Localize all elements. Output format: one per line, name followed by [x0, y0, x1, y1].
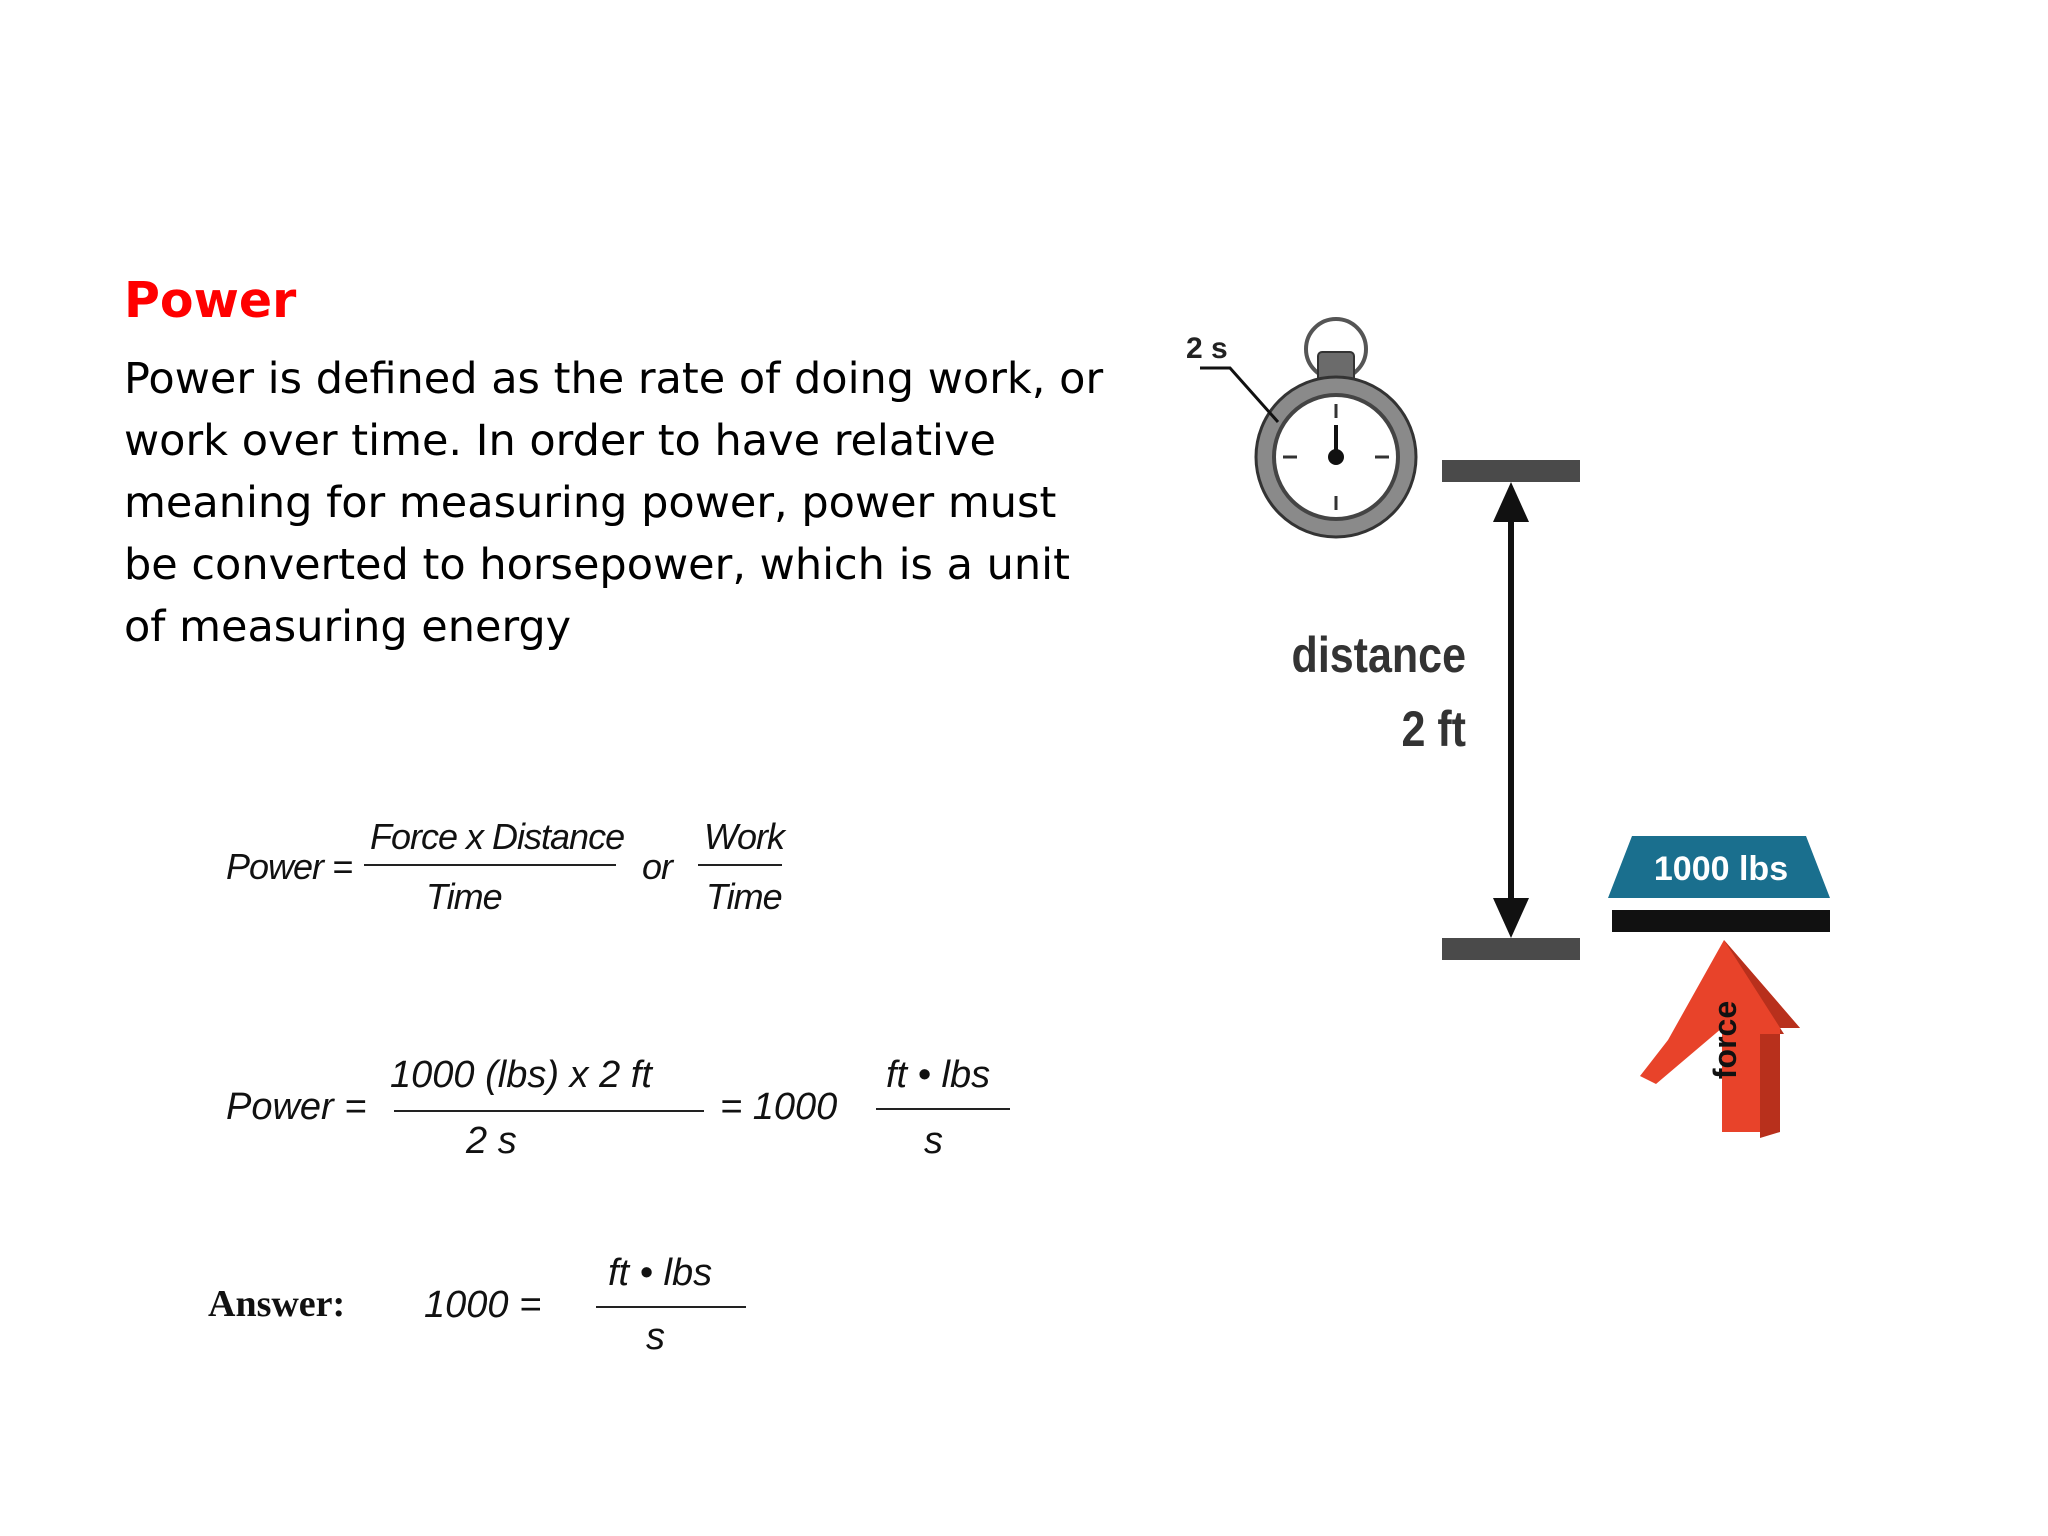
fraction-bar	[364, 864, 616, 866]
distance-value: 2 ft	[1401, 700, 1466, 757]
formula-denominator: Time	[426, 876, 502, 917]
distance-label: distance	[1291, 626, 1466, 683]
stopwatch-icon	[1256, 319, 1416, 537]
body-line: be converted to horsepower, which is a unit	[124, 540, 1070, 590]
body-line: meaning for measuring power, power must	[124, 478, 1057, 528]
force-label: force	[1707, 1000, 1743, 1080]
power-diagram	[1160, 300, 1880, 1160]
formula-or: or	[642, 846, 673, 887]
fraction-bar	[876, 1108, 1010, 1110]
body-line: of measuring energy	[124, 602, 572, 652]
time-label: 2 s	[1186, 332, 1228, 365]
body-line: work over time. In order to have relative	[124, 416, 996, 466]
unit-denominator: s	[924, 1120, 943, 1162]
answer-lhs: 1000 =	[424, 1284, 542, 1326]
top-bar	[1442, 460, 1580, 482]
body-paragraph	[124, 348, 1104, 658]
unit-denominator: s	[646, 1316, 665, 1358]
formula-numerator: 1000 (lbs) x 2 ft	[390, 1054, 652, 1096]
distance-arrow	[1493, 482, 1529, 938]
slide-title: Power	[124, 272, 297, 329]
fraction-bar	[698, 864, 782, 866]
bottom-bar	[1442, 938, 1580, 960]
formula-lhs: Power =	[226, 1086, 367, 1128]
fraction-bar	[596, 1306, 746, 1308]
fraction-bar	[394, 1110, 704, 1112]
body-line: Power is defined as the rate of doing work, or	[124, 354, 1104, 404]
unit-numerator: ft • lbs	[886, 1054, 991, 1096]
formula-denominator: 2 s	[466, 1120, 517, 1162]
formula-denominator-time: Time	[706, 876, 782, 917]
weight-label: 1000 lbs	[1653, 850, 1789, 888]
formula-lhs: Power =	[226, 846, 353, 887]
formula-result: = 1000	[720, 1086, 838, 1128]
unit-numerator: ft • lbs	[608, 1252, 713, 1294]
formula-numerator-work: Work	[704, 816, 784, 857]
answer-label: Answer:	[208, 1283, 346, 1325]
formula-numerator: Force x Distance	[370, 816, 625, 857]
